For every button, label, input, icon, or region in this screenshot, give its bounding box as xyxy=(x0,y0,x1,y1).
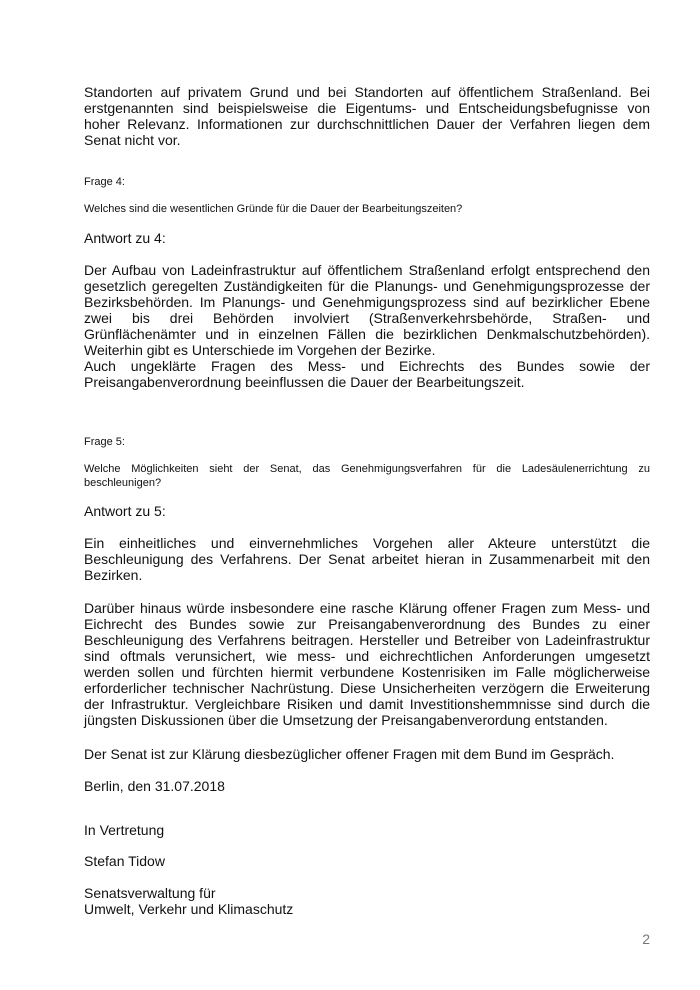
answer-5-heading: Antwort zu 5: xyxy=(84,503,166,519)
answer-5-paragraph-3 xyxy=(84,746,650,762)
text-line: Der Senat ist zur Klärung diesbezüglicher offener Fragen mit dem Bund im Gespräch. xyxy=(84,746,615,762)
text-line: sind oftmals verunsichert, wie mess- und eichrechtlichen Anforderungen umgesetzt xyxy=(84,648,650,664)
question-4-text xyxy=(84,202,650,216)
text-line: Senat nicht vor. xyxy=(84,132,181,148)
text-line: erstgenannten sind beispielsweise die Eigentums- und Entscheidungsbefugnisse von xyxy=(84,100,650,116)
text-line: Bezirksbehörden. Im Planungs- und Genehmigungsprozess sind auf bezirklicher Ebene xyxy=(84,294,650,310)
question-5-text xyxy=(84,462,650,490)
text-line: Welches sind die wesentlichen Gründe für die Dauer der Bearbeitungszeiten? xyxy=(84,203,463,215)
office-name xyxy=(84,885,650,917)
text-line: Grünflächenämter und in einzelnen Fällen die bezirklichen Denkmalschutzbehörden). xyxy=(84,326,650,342)
answer-5-paragraph-2 xyxy=(84,600,650,728)
text-line: Ein einheitliches und einvernehmliches Vorgehen aller Akteure unterstützt die xyxy=(84,535,650,551)
text-line: Standorten auf privatem Grund und bei Standorten auf öffentlichem Straßenland. Bei xyxy=(84,84,650,100)
answer-4-heading: Antwort zu 4: xyxy=(84,230,166,246)
question-5-label: Frage 5: xyxy=(84,436,125,448)
office-line: Senatsverwaltung für xyxy=(84,885,216,901)
text-line: Eichrecht des Bundes sowie zur Preisangabenverordnung des Bundes zu einer xyxy=(84,616,650,632)
text-line: hoher Relevanz. Informationen zur durchschnittlichen Dauer der Verfahren liegen dem xyxy=(84,116,650,132)
answer-5-paragraph-1 xyxy=(84,535,650,583)
text-line: Darüber hinaus würde insbesondere eine rasche Klärung offener Fragen zum Mess- und xyxy=(84,600,650,616)
text-line: Auch ungeklärte Fragen des Mess- und Eichrechts des Bundes sowie der xyxy=(84,358,650,374)
text-line: zwei bis drei Behörden involviert (Straßenverkehrsbehörde, Straßen- und xyxy=(84,310,650,326)
text-line: der Infrastruktur. Vergleichbare Risiken und damit Investitionshemmnisse sind durch die xyxy=(84,696,650,712)
deputy-note: In Vertretung xyxy=(84,822,165,838)
page-number: 2 xyxy=(642,931,650,947)
text-line: beschleunigen? xyxy=(84,477,162,489)
text-line: Weiterhin gibt es Unterschiede im Vorgehen der Bezirke. xyxy=(84,342,436,358)
text-line: Beschleunigung des Verfahrens. Der Senat arbeitet hieran in Zusammenarbeit mit den xyxy=(84,551,650,567)
text-line: werden sollen und fürchten hiermit verbundene Kostenrisiken im Falle möglicherweise xyxy=(84,664,650,680)
question-4-label: Frage 4: xyxy=(84,176,125,188)
text-line: gesetzlich geregelten Zuständigkeiten für die Planungs- und Genehmigungsprozesse der xyxy=(84,278,650,294)
text-line: erforderlicher technischer Nachrüstung. Diese Unsicherheiten verzögern die Erweiterung xyxy=(84,680,650,696)
text-line: jüngsten Diskussionen über die Umsetzung der Preisangabenverordung entstanden. xyxy=(84,712,608,728)
text-line: Welche Möglichkeiten sieht der Senat, das Genehmigungsverfahren für die Ladesäulenerrichtung zu xyxy=(84,463,650,475)
answer-4-paragraph xyxy=(84,262,650,390)
office-line: Umwelt, Verkehr und Klimaschutz xyxy=(84,901,294,917)
place-date: Berlin, den 31.07.2018 xyxy=(84,778,225,794)
text-line: Beschleunigung des Verfahrens beitragen. Hersteller und Betreiber von Ladeinfrastruktur xyxy=(84,632,650,648)
signatory-name: Stefan Tidow xyxy=(84,853,165,869)
text-line: Der Aufbau von Ladeinfrastruktur auf öffentlichem Straßenland erfolgt entsprechend den xyxy=(84,262,650,278)
text-line: Preisangabenverordnung beeinflussen die Dauer der Bearbeitungszeit. xyxy=(84,374,525,390)
intro-paragraph xyxy=(84,84,650,148)
text-line: Bezirken. xyxy=(84,567,143,583)
